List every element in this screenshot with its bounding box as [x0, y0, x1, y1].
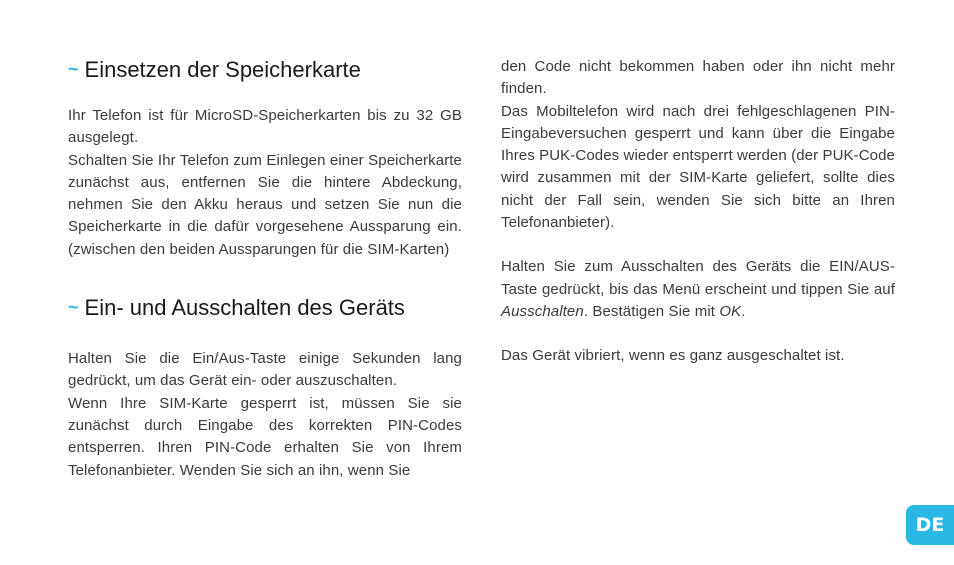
language-badge: DE	[906, 505, 954, 545]
text-segment: .	[741, 302, 746, 320]
heading-marker: ~	[68, 59, 79, 79]
power-paragraph-2: Wenn Ihre SIM-Karte gesperrt ist, müssen Sie sie zunächst durch Eingabe des korrekten PIN-Codes entsperren. Ihren PIN-Code erhalten Sie von Ihrem Telefonanbieter. Wenden Sie sich an ihn, wenn Sie	[68, 394, 462, 479]
right-paragraph-4: Das Gerät vibriert, wenn es ganz ausgeschaltet ist.	[501, 347, 845, 365]
memory-card-paragraph-2: Schalten Sie Ihr Telefon zum Einlegen einer Speicherkarte zunächst aus, entfernen Sie die hintere Abdeckung, nehmen Sie den Akku heraus und setzen Sie nun die Speicherkarte in die dafür vorgesehene Aussparung ein. (zwischen den beiden Aussparungen für die SIM-Karten)	[68, 151, 462, 258]
right-paragraph-2: Das Mobiltelefon wird nach drei fehlgeschlagenen PIN-Eingabeversuchen gesperrt und kann über die Eingabe Ihres PUK-Codes wieder entsperrt werden (der PUK-Code wird zusammen mit der SIM-Karte geliefert, sollte dies nicht der Fall sein, wenden Sie sich bitte an Ihren Telefonanbieter).	[501, 102, 895, 232]
memory-card-paragraph-1: Ihr Telefon ist für MicroSD-Speicherkarten bis zu 32 GB ausgelegt.	[68, 107, 462, 147]
section-heading-memory-card	[68, 57, 462, 84]
right-paragraph-1: den Code nicht bekommen haben oder ihn nicht mehr finden.	[501, 58, 895, 98]
text-segment: . Bestätigen Sie mit	[583, 302, 720, 320]
heading-text: Ein- und Ausschalten des Geräts	[84, 295, 405, 321]
text-segment: Halten Sie zum Ausschalten des Geräts die EIN/AUS-Taste gedrückt, bis das Menü erscheint und tippen Sie auf	[501, 258, 895, 298]
italic-term-ausschalten: Ausschalten	[501, 302, 584, 320]
right-column	[501, 56, 895, 368]
italic-term-ok: OK	[719, 302, 742, 320]
heading-marker: ~	[68, 297, 79, 318]
left-column	[68, 0, 462, 482]
section-heading-power	[68, 295, 462, 322]
right-paragraph-3	[501, 256, 895, 323]
heading-text: Einsetzen der Speicherkarte	[84, 57, 361, 82]
power-paragraph-1: Halten Sie die Ein/Aus-Taste einige Sekunden lang gedrückt, um das Gerät ein- oder auszuschalten.	[68, 350, 462, 390]
